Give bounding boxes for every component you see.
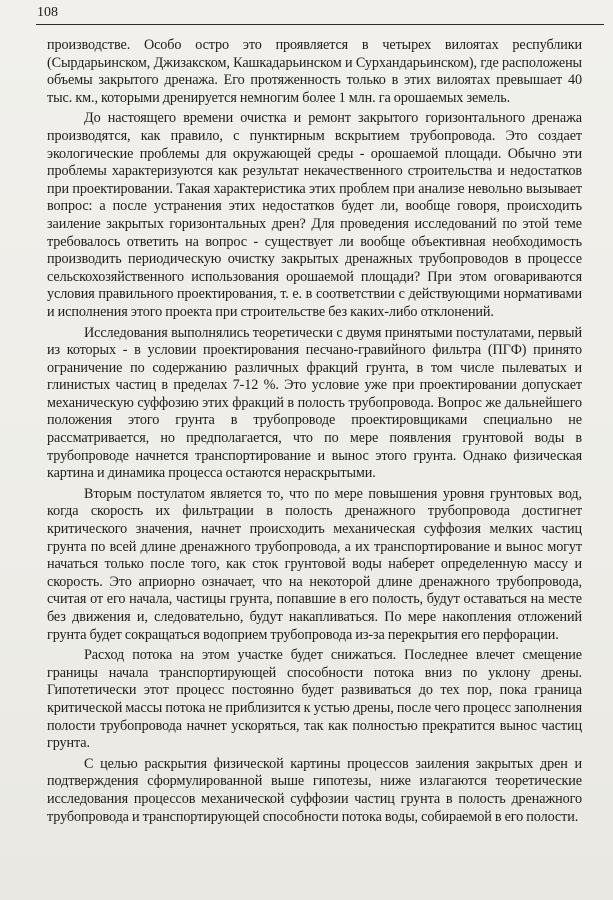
- page-body: [47, 37, 582, 826]
- paragraph-4: Вторым постулатом является то, что по мере повышения уровня грунтовых вод, когда скорость их фильтрации в полость дренажного трубопровода достигнет критического значения, начнет происходить механическая суффозия мелких частиц грунта по всей длине дренажного трубопровода, а их транспортирование и вынос могут начаться только после того, как сток грунтовой воды наберет определенную массу и скорость. Это априорно означает, что на некоторой длине дренажного трубопровода, считая от его начала, частицы грунта, попавшие в его полость, будут оставаться на месте без движения и, следовательно, будут накапливаться. По мере накопления отложений грунта будет сокращаться водоприем трубопровода из-за перекрытия его перфорации.: [47, 485, 582, 643]
- paragraph-1: производстве. Особо остро это проявляется в четырех вилоятах республики (Сырдарьинском, Джизакском, Кашкадарьинском и Сурхандарьинском), где расположены объемы закрытого дренажа. Его протяженность только в этих вилоятах превышает 40 тыс. км., которыми дренируется немногим более 1 млн. га орошаемых земель.: [47, 37, 582, 106]
- paragraph-2: До настоящего времени очистка и ремонт закрытого горизонтального дренажа производятся, как правило, с пунктирным вскрытием трубопровода. Это создает экологические проблемы для окружающей среды - орошаемой площади. Обычно эти проблемы характеризуются как результат некачественного строительства и недостатков при проектировании. Такая характеристика этих проблем при анализе невольно вызывает вопрос: а после устранения этих недостатков будет ли, вообще говоря, происходить заиление закрытых горизонтальных дрен? Для проведения исследований по этой теме требовалось ответить на вопрос - существует ли вообще объективная необходимость производить периодическую очистку закрытых дренажных трубопроводов в процессе сельскохозяйственного использования орошаемой площади? При этом оговариваются условия правильного проектирования, т. е. в соответствии с действующими нормативами и исполнения этого проекта при строительстве без каких-либо отклонений.: [47, 110, 582, 320]
- page-number: 108: [37, 5, 58, 20]
- paragraph-3: Исследования выполнялись теоретически с двумя принятыми постулатами, первый из которых - в условии проектирования песчано-гравийного фильтра (ПГФ) принято ограничение по содержанию различных фракций грунта, в том числе пылеватых и глинистых частиц в пределах 7-12 %. Это условие уже при проектировании допускает механическую суффозию этих фракций в полость трубопровода. Вопрос же дальнейшего положения этого грунта в трубопроводе проектировщиками специально не рассматривается, но предполагается, что по мере появления грунтовой воды в трубопроводе начнется транспортирование и вынос этого грунта. Однако физическая картина и динамика процесса остаются нераскрытыми.: [47, 324, 582, 482]
- paragraph-6: С целью раскрытия физической картины процессов заиления закрытых дрен и подтверждения сформулированной выше гипотезы, ниже излагаются теоретические исследования процессов механической суффозии частиц грунта в полость дренажного трубопровода и транспортирующей способности потока воды, собираемой в его полости.: [47, 755, 582, 825]
- header-rule: [36, 24, 604, 25]
- paragraph-5: Расход потока на этом участке будет снижаться. Последнее влечет смещение границы начала транспортирующей способности потока вниз по уклону дрены. Гипотетически этот процесс постоянно будет развиваться до тех пор, пока граница критической массы потока не приблизится к устью дрены, после чего процесс заполнения полости трубопровода начнет ускоряться, так как полностью прекратится вынос частиц грунта.: [47, 647, 582, 752]
